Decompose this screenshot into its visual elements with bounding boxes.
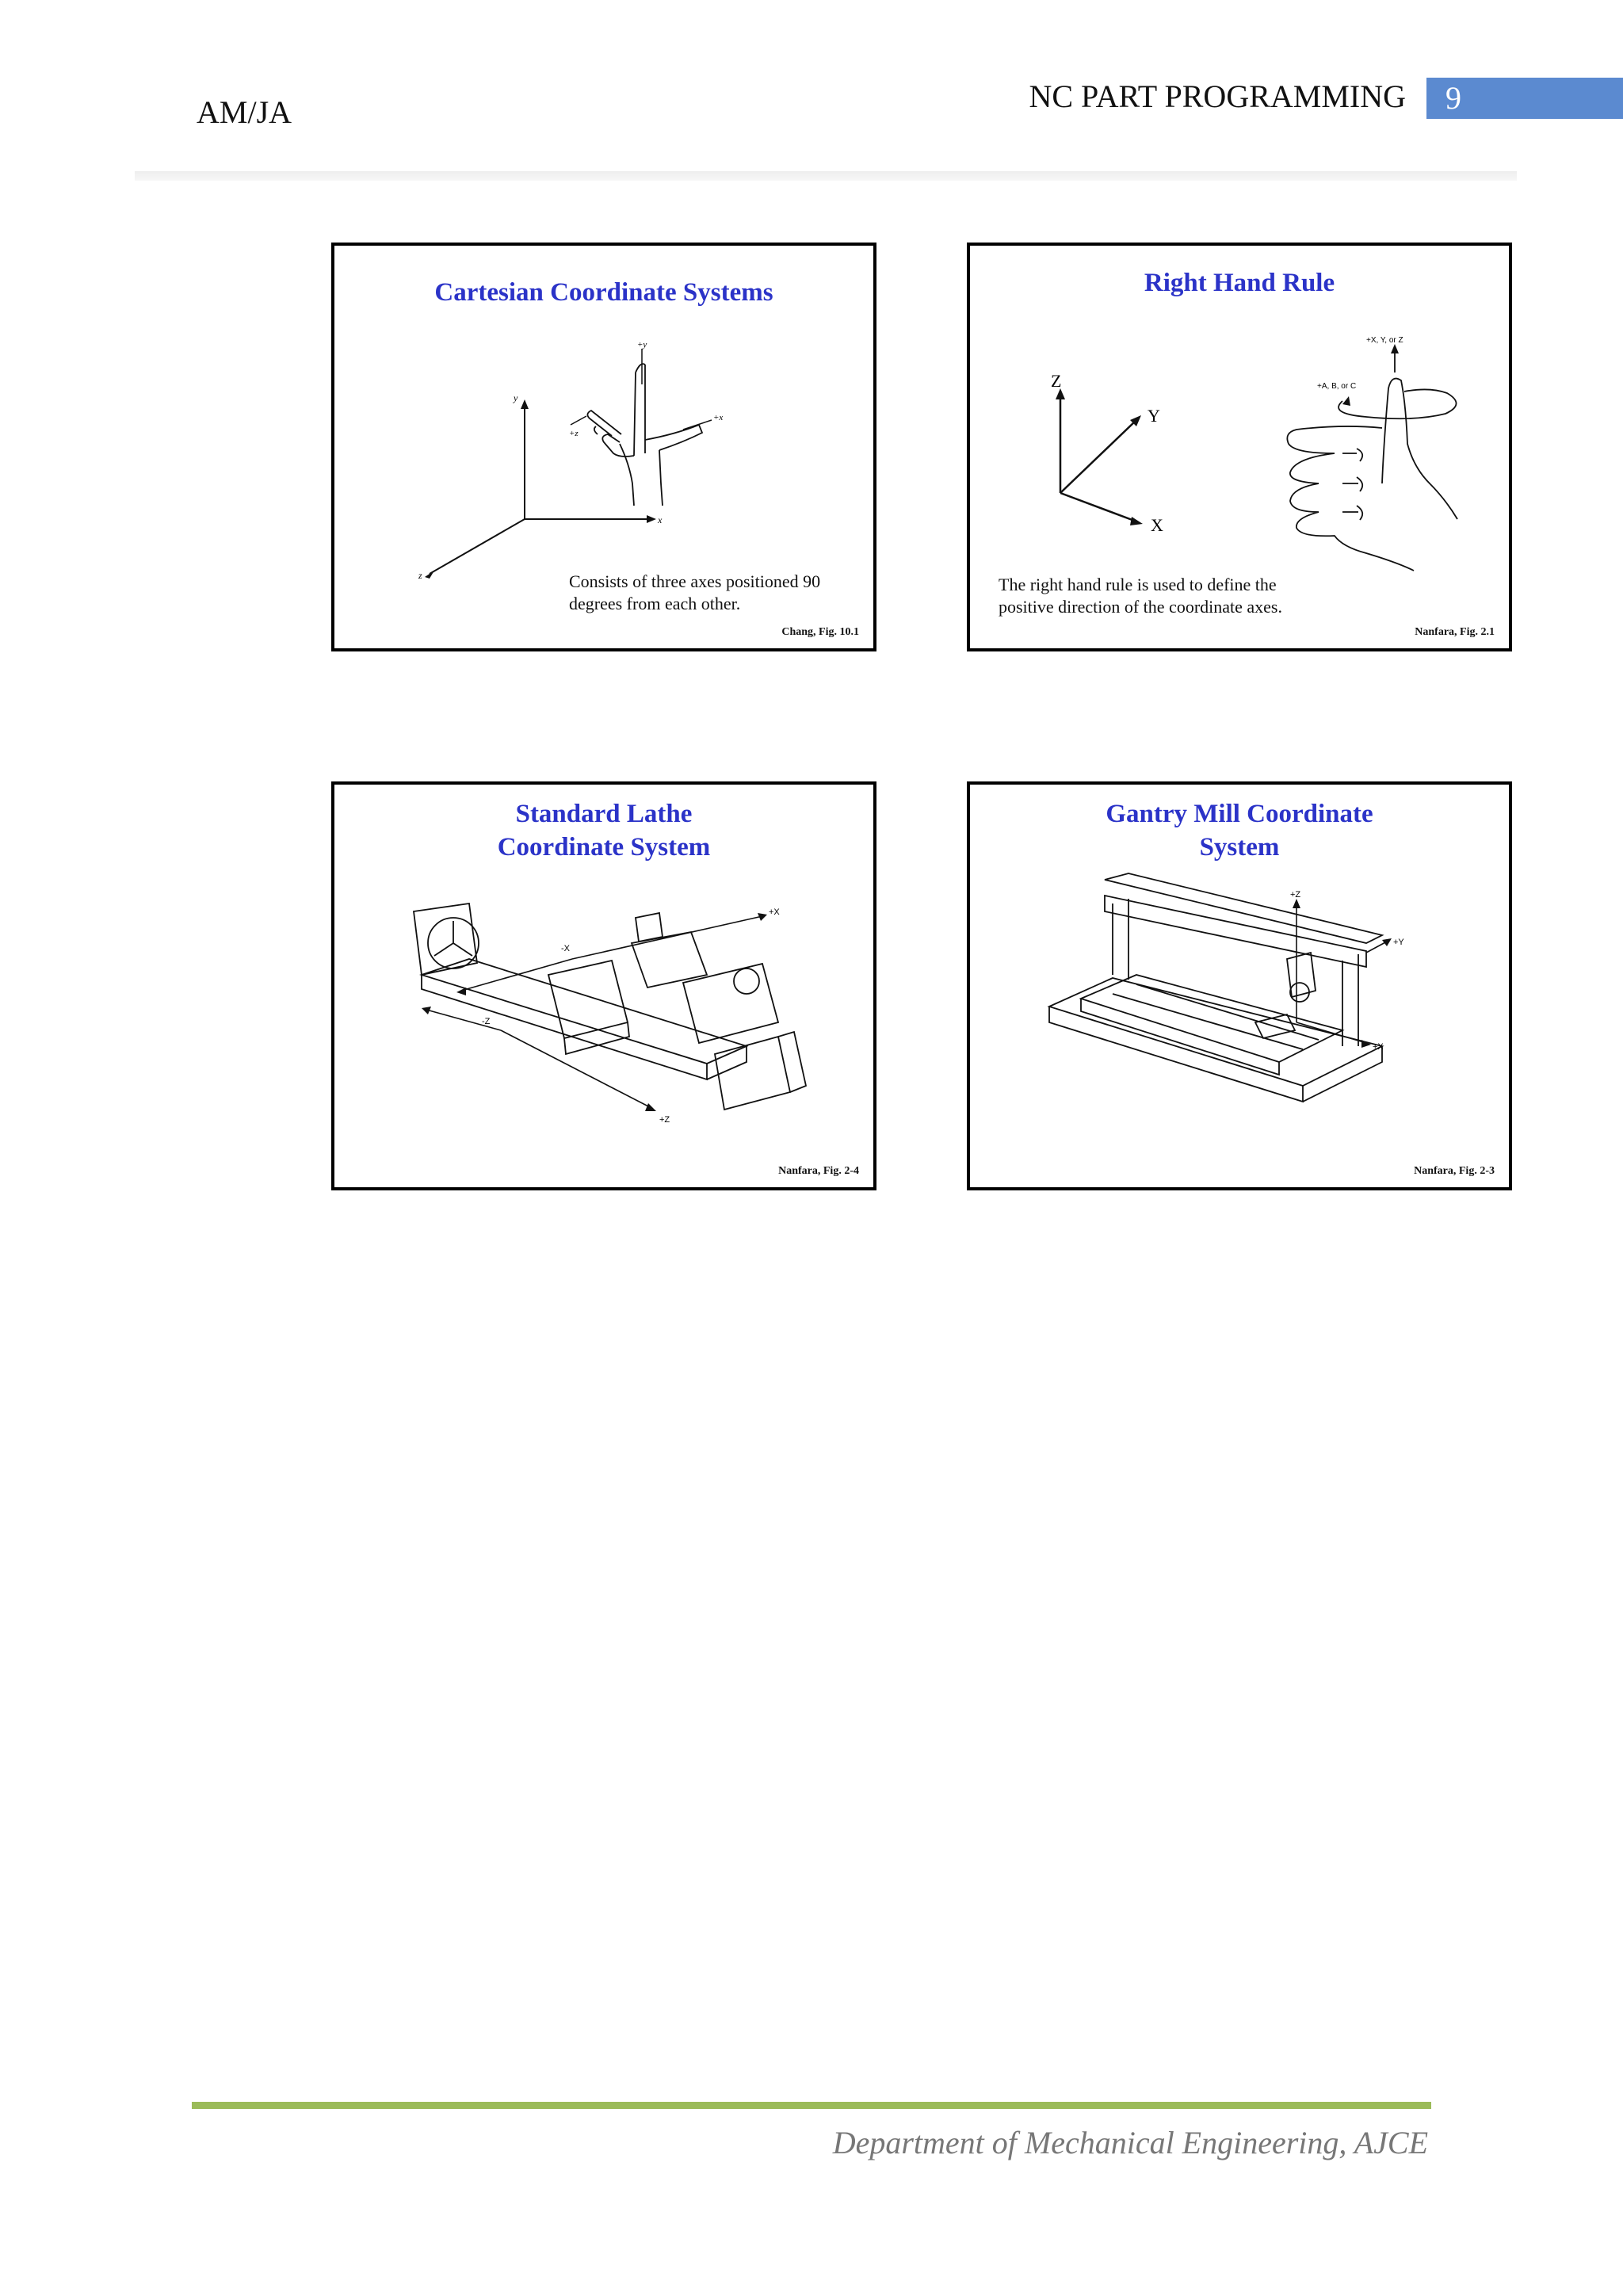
cartesian-y-label: y [514,392,518,403]
footer-department: Department of Mechanical Engineering, AJCE [832,2125,1428,2160]
rhr-x-label: X [1151,515,1163,535]
lathe-minus-z-label: -Z [482,1017,491,1026]
rhr-rotation-label: +A, B, or C [1317,382,1357,391]
header-title: NC PART PROGRAMMING [1029,78,1406,114]
footer-divider [192,2102,1431,2109]
page-number: 9 [1445,80,1461,116]
hand-x-label: +x [713,413,724,422]
lathe-plus-z-label: +Z [659,1115,670,1125]
slide-gantry-mill [967,781,1512,1190]
rhr-axis-label: +X, Y, or Z [1366,336,1403,345]
caption-line: positive direction of the coordinate axes. [999,597,1282,617]
gantry-plus-y-label: +Y [1393,938,1404,947]
figure-credit: Nanfara, Fig. 2-4 [778,1165,859,1177]
caption-line: degrees from each other. [569,594,741,613]
cartesian-x-label: x [658,514,663,525]
page-number-badge [1426,78,1623,119]
slide-cartesian [331,243,876,651]
slide-right-hand-rule [967,243,1512,651]
slide-title [334,797,873,864]
fist-thumb-icon [1287,379,1457,571]
figure-credit: Nanfara, Fig. 2-3 [1414,1165,1495,1177]
lathe-plus-x-label: +X [769,907,780,917]
rhr-y-label: Y [1148,406,1160,426]
slide-caption [999,574,1282,618]
slide-title-line: Gantry Mill Coordinate [1106,800,1373,828]
slide-title: Cartesian Coordinate Systems [434,278,773,307]
hand-sketch-icon [587,364,702,506]
slide-title: Right Hand Rule [1144,269,1335,297]
slide-title-line: Standard Lathe [515,800,693,828]
gantry-plus-z-label: +Z [1290,890,1301,900]
figure-credit: Chang, Fig. 10.1 [781,626,859,638]
gantry-plus-x-label: +X [1373,1042,1384,1052]
header-author: AM/JA [197,94,292,130]
slide-title [970,797,1509,864]
rhr-z-label: Z [1051,371,1062,391]
slide-title-line: System [1199,833,1280,861]
lathe-machine-icon [414,904,806,1110]
gantry-mill-icon [1049,873,1382,1102]
figure-credit: Nanfara, Fig. 2.1 [1415,626,1495,638]
header-divider [135,171,1517,181]
cartesian-z-label: z [418,570,422,581]
caption-line: The right hand rule is used to define the [999,575,1277,594]
slide-caption [569,571,820,615]
caption-line: Consists of three axes positioned 90 [569,571,821,591]
slide-lathe [331,781,876,1190]
lathe-minus-x-label: -X [561,944,570,953]
hand-y-label: +y [637,340,647,350]
hand-z-label: +z [569,429,579,438]
slide-title-line: Coordinate System [497,833,711,861]
